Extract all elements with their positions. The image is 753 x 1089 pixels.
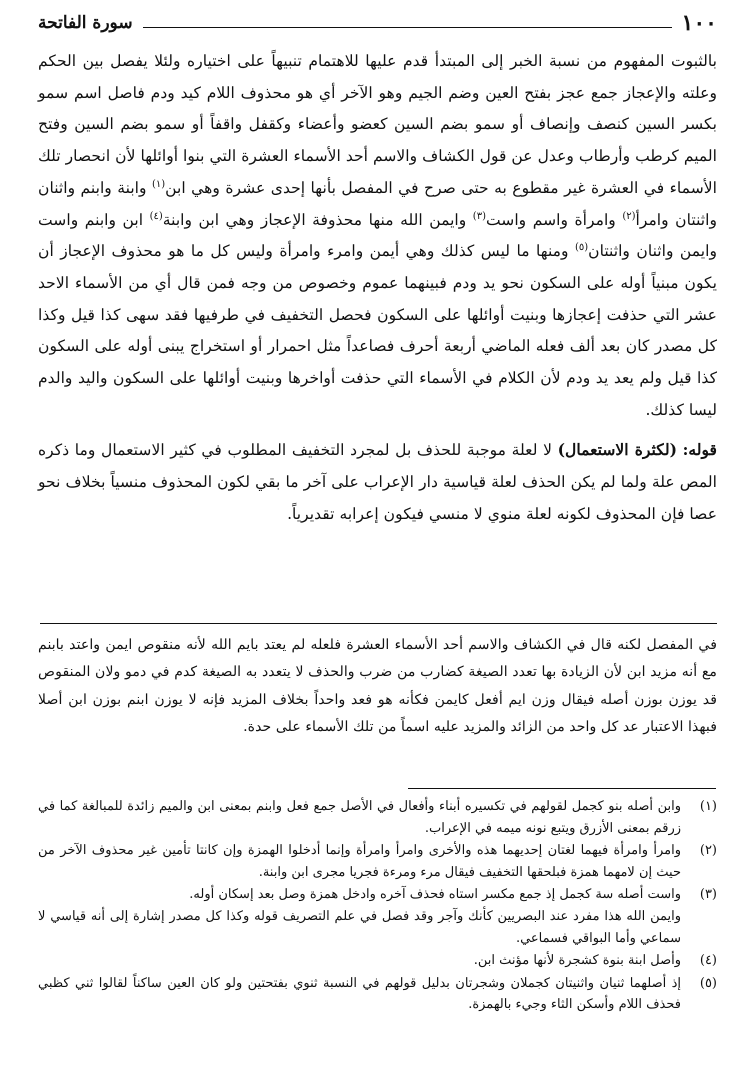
footnote-text — [38, 973, 681, 1016]
footnote-line: واست أصله سة كجمل إذ جمع مكسر استاه فحذف آخره وادخل همزة وصل بعد إسكان أوله. — [189, 887, 681, 903]
running-title: سورة الفاتحة — [38, 13, 133, 33]
footnote-ref-1: (١) — [151, 178, 166, 190]
footnote-text — [38, 796, 681, 839]
main-text-run: ابن وابنم واست وايمن واثنان واثنتان — [38, 210, 717, 261]
main-text-run: ومنها ما ليس كذلك وهي أيمن وامرء وامرأة وليس كل ما هو محذوف الإعجاز أن يكون مبنياً أوله على السكون نحو يد ودم فبينهما عموم وخصوص من وجه فمن قال أي من الأسماء الاحد عشر التي حذفت إعجازها وبنيت أوائلها على السكون فحصل التخفيف في طرفيها فقد سهى كذا قيل وكذا كل مصدر كان بعد ألف فعله الماضي أربعة أحرف فصاعداً مثل احمرار أو استخراج يبنى أوله على السكون كذا قيل ولم يعد يد ودم لأن الكلام في الأسماء التي حذفت أواخرها وبنيت أوائلها على السكون واليد والدم ليسا كذلك. — [38, 242, 717, 419]
footnote-line: وامرأ وامرأة فيهما لغتان إحديهما هذه والأخرى وامرأ وامرأة وإنما أدخلوا الهمزة وإن كانتا تأمين غير محذوف الآخر من حيث إن لامهما همزة فبلحقها التخفيف فيقال مرء ومرءة فجريا مجرى ابن وابنة. — [38, 843, 681, 880]
commentary-paragraph: في المفصل لكنه قال في الكشاف والاسم أحد الأسماء العشرة فلعله لم يعتد بايم الله لأنه منقوص ايمن واعتد بابنم مع أنه مزيد ابن لأن الزيادة بها تعدد الصيغة كضارب من ضرب والحذف لا يتعدد به الصيغة كدم في دمو ولان المنقوص قد يوزن بوزن أصله فيقال وزن ايم أفعل كايمن فكأنه هو فعد واحداً بخلاف المزيد فإنه لا يوزن ابنم بوزن ابن أصلا فبهذا الاعتبار عد كل واحد من الزائد والمزيد عليه اسماً من تلك الأسماء على حدة. — [38, 637, 717, 736]
main-paragraph-1 — [38, 46, 717, 426]
commentary-section — [38, 632, 717, 742]
main-text — [38, 46, 717, 531]
footnote-line: وايمن الله هذا مفرد عند البصريين كأنك وآجر وقد فصل في علم التصريف قوله وكذا كل مصدر إشارة إلى أنه قياسي لا سماعي وأما البواقي فسماعي. — [38, 908, 681, 946]
main-text-run: وايمن الله منها محذوفة الإعجاز وهي ابن وابنة — [162, 210, 473, 229]
footnote-line: وابن أصله بنو كجمل لقولهم في تكسيره أبناء وأفعال في الأصل جمع فعل وابنم بمعنى ابن والميم زائدة للمبالغة كما في زرقم بمعنى الأزرق ويتبع نونه ميمه في الإعراب. — [38, 799, 681, 836]
page-number: ١٠٠ — [681, 10, 717, 36]
main-text-run: وابنة وابنم واثنان واثنتان وامرأ — [38, 178, 717, 229]
footnote — [38, 973, 717, 1016]
footnote-ref-5: (٥) — [574, 242, 589, 254]
footnote-ref-2: (٢) — [622, 210, 636, 222]
page-header — [38, 8, 717, 38]
footnote-number: (٤) — [699, 953, 717, 969]
qawluh-term: (لكثرة الاستعمال) — [557, 440, 677, 460]
footnote — [38, 840, 717, 883]
footnote-number: (٢) — [699, 843, 717, 859]
footnote-divider — [408, 788, 716, 789]
main-text-run: لا لعلة موجبة للحذف بل لمجرد التخفيف المطلوب في كثير الاستعمال وما ذكره المص علة ولما لم يكن الحذف لعلة قياسية دار الإعراب على آخر ما بقي لكون المحذوف منسياً بخلاف نحو عصا فإن المحذوف لكونه لعلة منوي لا منسي فيكون إعرابه تقديرياً. — [38, 441, 717, 523]
footnote-ref-4: (٤) — [149, 210, 163, 222]
footnote-line: وأصل ابنة بنوة كشجرة لأنها مؤنث ابن. — [473, 953, 681, 969]
header-rule — [143, 27, 672, 28]
footnote-text — [38, 840, 681, 883]
footnote-number: (٣) — [699, 887, 717, 903]
footnote-line: إذ أصلهما ثنيان واثنيتان كجملان وشجرتان بدليل قولهم في النسبة ثنوي بفتحتين ولو كان العين ساكناً لقالوا ثني كظبي فحذف اللام وأسكن الثاء وجيء بالهمزة. — [38, 975, 681, 1013]
footnote-text — [38, 950, 681, 972]
footnote-ref-3: (٣) — [472, 210, 486, 222]
footnote-text — [38, 884, 681, 949]
qawluh-label: قوله: — [682, 440, 717, 460]
footnote — [38, 884, 717, 949]
footnote-number: (٥) — [699, 975, 717, 991]
main-text-run: بالثبوت المفهوم من نسبة الخبر إلى المبتدأ قدم عليها للاهتمام تنبيهاً على اختياره ولئلا يفصل بين الحكم وعلته والإعجاز جمع عجز بفتح العين وضم الجيم وهو الآخر أي هو محذوف اللام كيد ودم فاصل اسم سمو بكسر السين كنصف وإنصاف أو سمو بضم السين كعضو وأعضاء وكقفل واقفاً أو سمو بضم السين وفتح الميم كرطب وأرطاب وعدل عن قول الكشاف والاسم أحد الأسماء العشرة التي بنوا أوائلها لأن انحصار تلك الأسماء في العشرة غير مقطوع به حتى صرح في المفصل بأنها إحدى عشرة وهي ابن — [38, 52, 717, 197]
footnote — [38, 796, 717, 839]
footnote — [38, 950, 717, 972]
main-paragraph-2 — [38, 434, 717, 530]
section-divider — [40, 623, 717, 624]
footnotes-section — [38, 796, 717, 1016]
main-text-run: وامرأة واسم واست — [485, 210, 623, 229]
footnote-number: (١) — [699, 799, 717, 814]
